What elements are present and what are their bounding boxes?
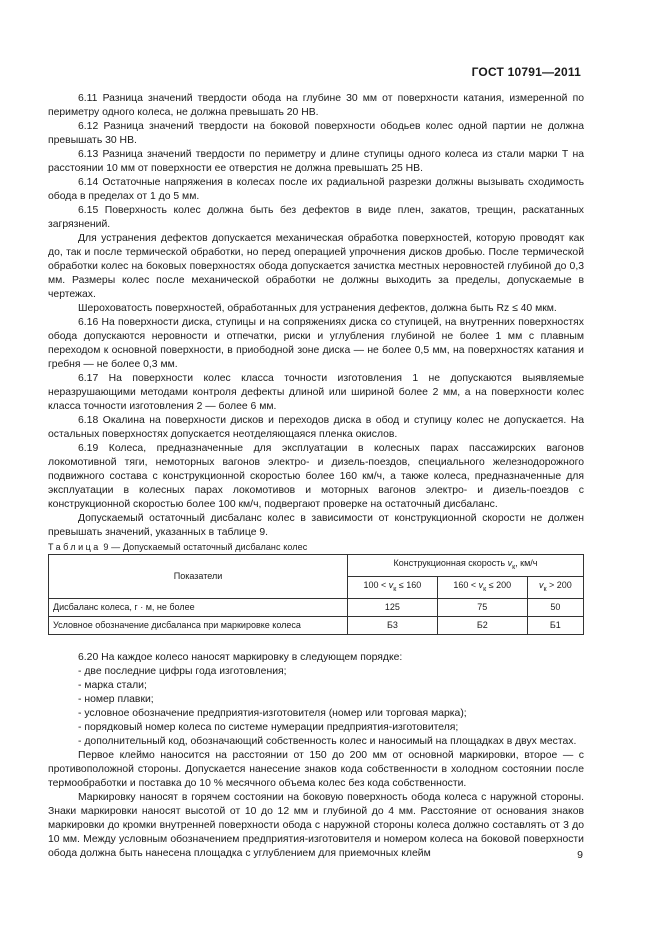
paragraph-6-16: 6.16 На поверхности диска, ступицы и на сопряжениях диска со ступицей, на внутренних поверхностях обода допускаются неровности и отпечатки, риски и углубления глубиной не более 1 мм с плавным переходом к основной поверхности, в приободной зоне диска — не более 0,5 мм, на поверхностях катания и гребня — не более 0,3 мм. <box>48 317 584 370</box>
paragraph-6-12: 6.12 Разница значений твердости на боковой поверхности ободьев колес одной партии не должна превышать 30 НВ. <box>48 121 584 146</box>
paragraph-imbalance-ref: Допускаемый остаточный дисбаланс колес в зависимости от конструкционной скорости не должен превышать значений, указанных в таблице 9. <box>48 513 584 538</box>
speed-symbol-sub: к <box>512 563 516 571</box>
table-header-speed-range-1: $100 < v_к \le 160$ <box>348 576 438 598</box>
table-row <box>49 616 584 634</box>
table-cell: 75 <box>437 598 527 616</box>
paragraph-6-17: 6.17 На поверхности колес класса точности изготовления 1 не допускаются выявляемые неразрушающими методами контроля дефекты длиной или шириной более 2 мм, а на поверхности колес класса точности изготовления 2 — более 6 мм. <box>48 373 584 412</box>
paragraph-marking-hot: Маркировку наносят в горячем состоянии на боковую поверхность обода колеса с наружной стороны. Знаки маркировки наносят высотой от 10 до 12 мм и глубиной до 4 мм. Расстояние от основания знаков маркировки до кромки внутренней поверхности обода с наружной стороны колеса должно составлять от 3 до 10 мм. Между условным обозначением предприятия-изготовителя и номером колеса на боковой поверхности обода должна быть нанесена площадка с углублением для приемочных клейм <box>48 791 584 859</box>
table-caption <box>48 540 584 554</box>
paragraph-6-20: 6.20 На каждое колесо наносят маркировку в следующем порядке: <box>78 651 403 663</box>
paragraph-6-15: 6.15 Поверхность колес должна быть без дефектов в виде плен, закатов, трещин, раскатанных загрязнений. <box>48 205 584 230</box>
table-header-speed-range-2: $160 < v_к \le 200$ <box>437 576 527 598</box>
paragraph-6-11: 6.11 Разница значений твердости обода на глубине 30 мм от поверхности катания, измеренной по периметру одного колеса, не должна превышать 20 НВ. <box>48 93 584 118</box>
table-caption-text: 9 — Допускаемый остаточный дисбаланс колес <box>103 542 308 552</box>
table-row-label: Условное обозначение дисбаланса при маркировке колеса <box>49 616 348 634</box>
table-cell: Б3 <box>348 616 438 634</box>
table-cell: Б2 <box>437 616 527 634</box>
paragraph-first-stamp: Первое клеймо наносится на расстоянии от 150 до 200 мм от основной маркировки, второе — с противоположной стороны. Допускается нанесение знаков кода собственности в холодном состоянии после термообработки и поставка до 10 % месячного объема колес без кода собственности. <box>48 749 584 789</box>
list-item: - две последние цифры года изготовления; <box>78 665 287 677</box>
list-item: - номер плавки; <box>78 693 154 705</box>
table-row-label: Дисбаланс колеса, г · м, не более <box>49 598 348 616</box>
table-header-speed <box>348 555 584 577</box>
body-text <box>48 92 584 861</box>
list-item: - порядковый номер колеса по системе нумерации предприятия-изготовителя; <box>78 721 459 733</box>
speed-unit: , км/ч <box>515 558 538 568</box>
document-code: ГОСТ 10791—2011 <box>471 65 581 79</box>
paragraph-defect-removal: Для устранения дефектов допускается механическая обработка поверхностей, которую проводят как до, так и после термической обработки, но перед операцией упрочнения дисков дробью. После термической обработки колес на боковых поверхностях обода допускается зачистка местных неровностей глубиной до 0,3 мм. Размеры колес после механической обработки не должны выходить за пределы, допускаемые в чертежах. <box>48 233 584 300</box>
list-item: - дополнительный код, обозначающий собственность колес и наносимый на площадках в двух местах. <box>78 735 577 747</box>
paragraph-roughness: Шероховатость поверхностей, обработанных для устранения дефектов, должна быть Rz ≤ 40 мкм. <box>78 303 557 314</box>
imbalance-table <box>48 554 584 635</box>
table-header-indicator: Показатели <box>49 555 348 599</box>
table-caption-prefix: Таблица <box>48 542 101 552</box>
table-row <box>49 598 584 616</box>
table-header-speed-range-3: $v_к > 200$ <box>527 576 583 598</box>
table-cell: Б1 <box>527 616 583 634</box>
page-number: 9 <box>577 849 583 861</box>
table-cell: 125 <box>348 598 438 616</box>
paragraph-6-18: 6.18 Окалина на поверхности дисков и переходов диска в обод и ступицу колес не допускается. На остальных поверхностях допускается неотделяющаяся пленка окислов. <box>48 415 584 440</box>
speed-symbol: v <box>507 558 513 568</box>
list-item: - условное обозначение предприятия-изготовителя (номер или торговая марка); <box>78 707 467 719</box>
paragraph-6-19: 6.19 Колеса, предназначенные для эксплуатации в колесных парах пассажирских вагонов локомотивной тяги, немоторных вагонов электро- и дизель-поездов, специального железнодорожного подвижного состава с конструкционной скоростью более 160 км/ч, а также колеса, предназначенные для эксплуатации в колесных парах локомотивов и моторных вагонов электро- и дизель-поездов с конструкционной скоростью более 100 км/ч, подвергают проверке на остаточный дисбаланс. <box>48 443 584 510</box>
speed-header-label: Конструкционная скорость <box>393 558 506 568</box>
paragraph-6-13: 6.13 Разница значений твердости по периметру и длине ступицы одного колеса из стали марки Т на расстоянии 10 мм от поверхности ее отверстия не должна превышать 25 НВ. <box>48 149 584 174</box>
paragraph-6-14: 6.14 Остаточные напряжения в колесах после их радиальной разрезки должны вызывать сходимость обода в пределах от 1 до 5 мм. <box>48 177 584 202</box>
table-cell: 50 <box>527 598 583 616</box>
list-item: - марка стали; <box>78 679 147 691</box>
